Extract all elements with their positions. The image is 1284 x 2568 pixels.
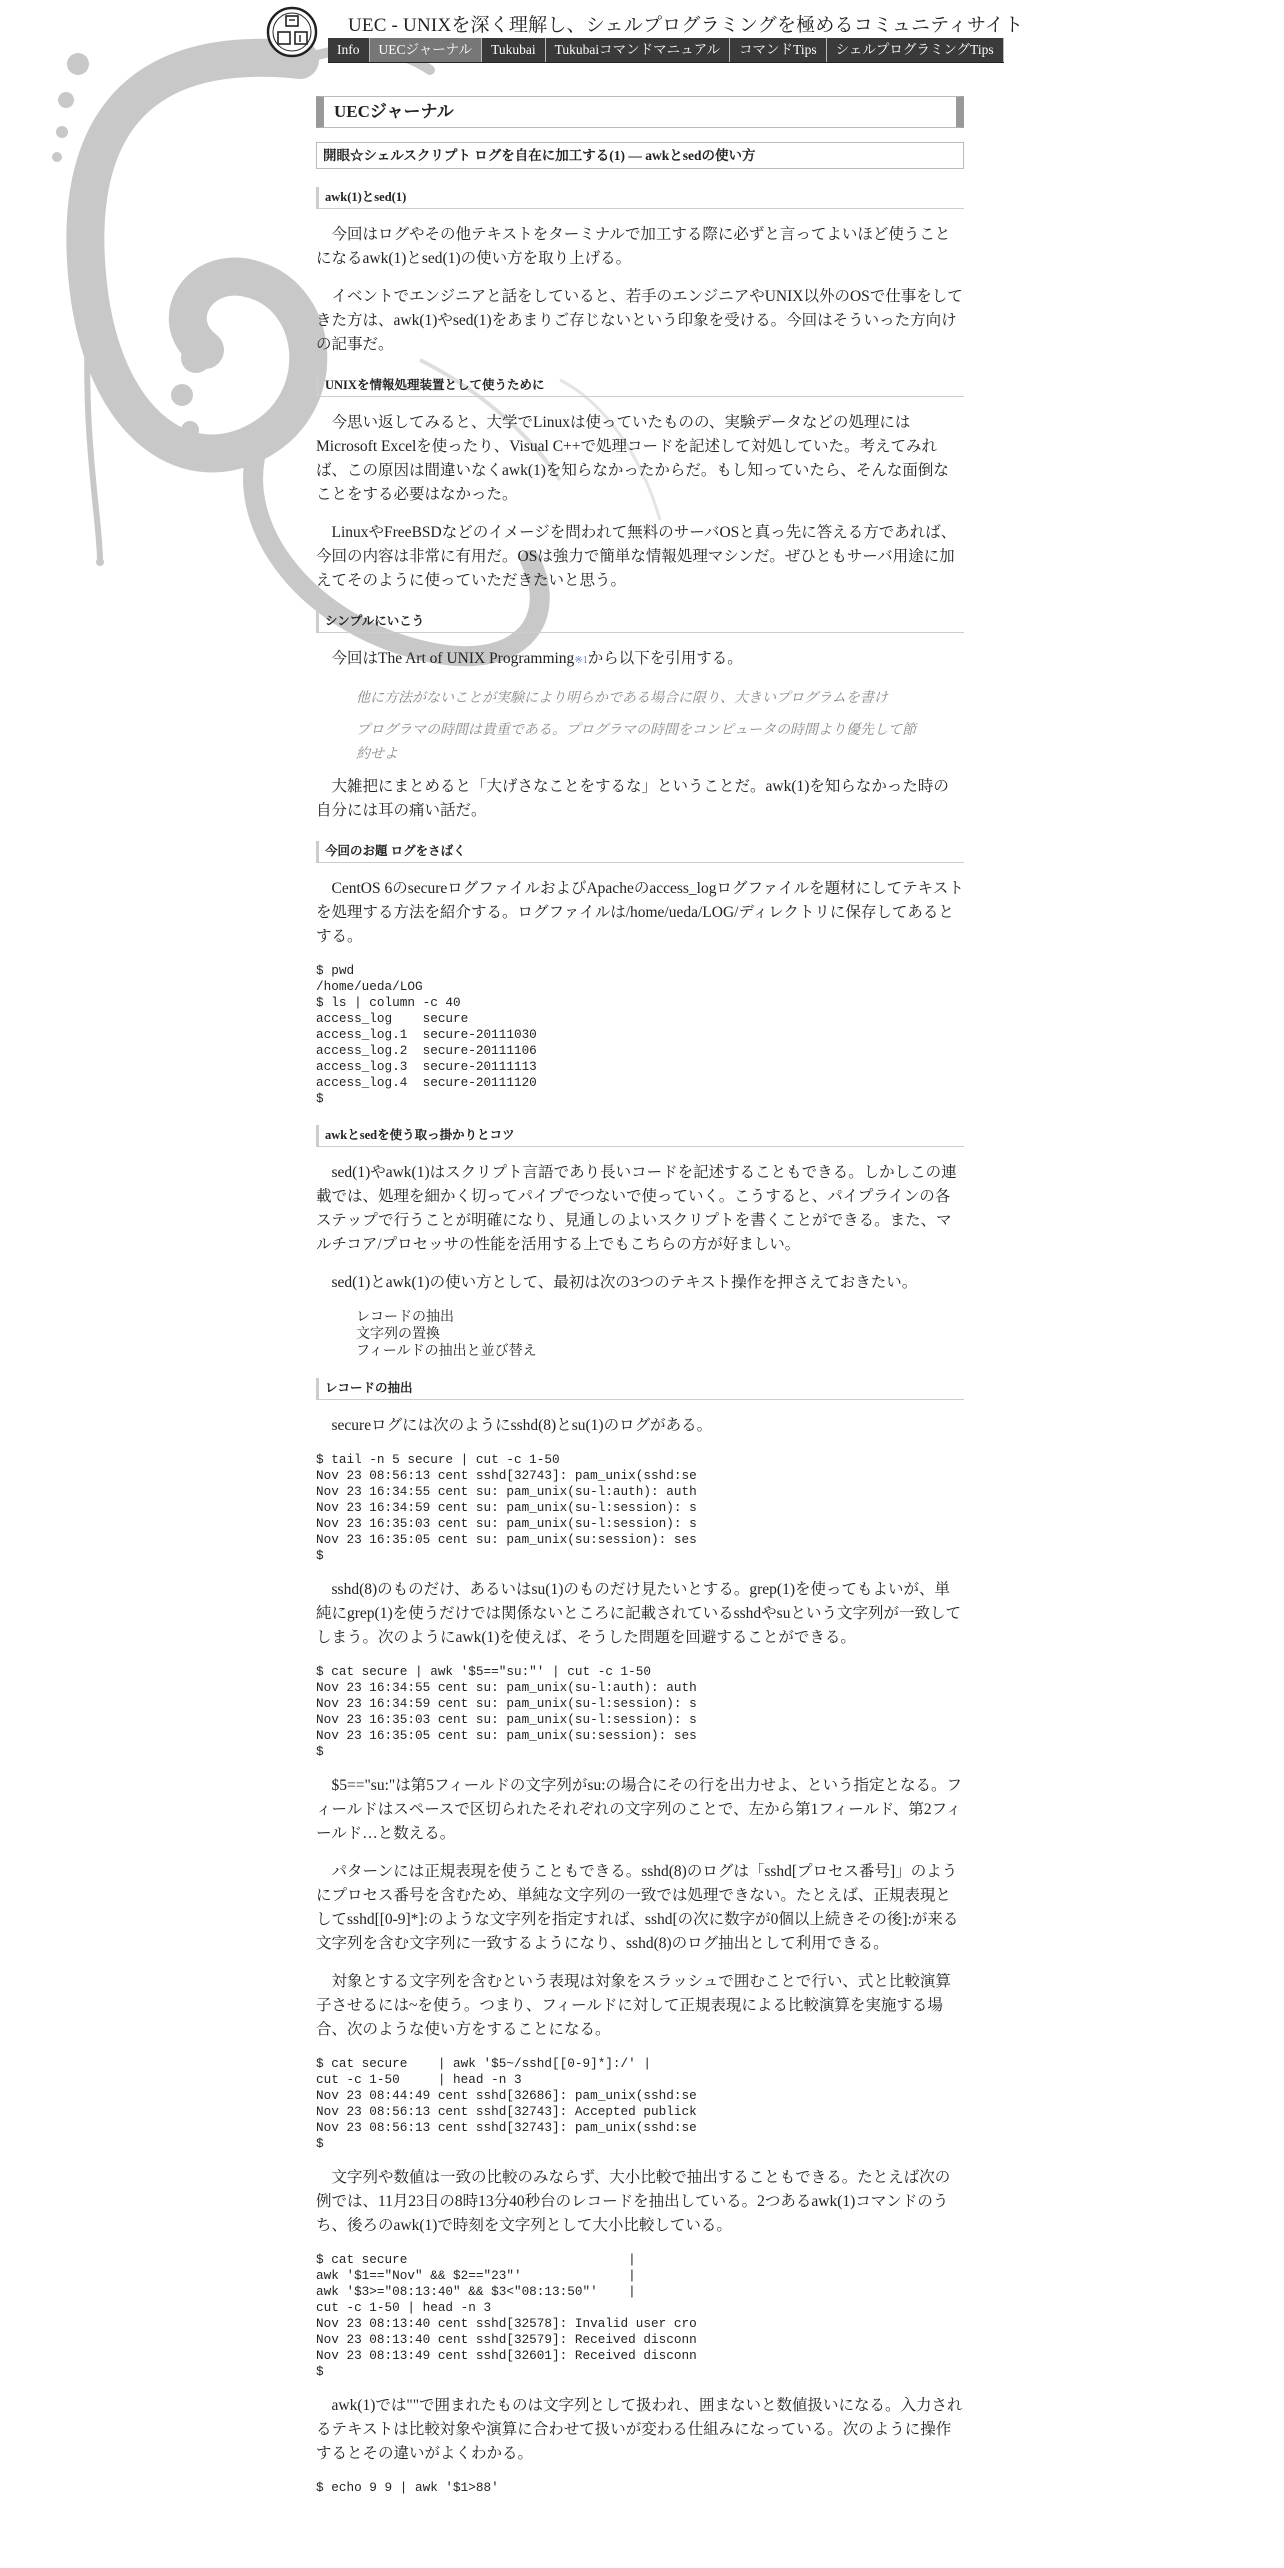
paragraph: awk(1)では""で囲まれたものは文字列として扱われ、囲まないと数値扱いになる。入力されるテキストは比較対象や演算に合わせて扱いが変わる仕組みになっている。次のように操作するとその違いがよくわかる。 (316, 2397, 963, 2462)
paragraph: 大雑把にまとめると「大げさなことをするな」ということだ。awk(1)を知らなかった時の自分には耳の痛い話だ。 (316, 778, 949, 819)
list-item: レコードの抽出 (356, 1310, 454, 1325)
nav-tukubai-command-manual[interactable]: Tukubaiコマンドマニュアル (546, 38, 730, 62)
paragraph: イベントでエンジニアと話をしていると、若手のエンジニアやUNIX以外のOSで仕事をしてきた方は、awk(1)やsed(1)をあまりご存じないという印象を受ける。今回はそういった方向けの記事だ。 (316, 288, 963, 353)
nav-command-tips[interactable]: コマンドTips (730, 38, 827, 62)
code-block: $ echo 9 9 | awk '$1>88' (316, 2480, 499, 2495)
paragraph: 対象とする文字列を含むという表現は対象をスラッシュで囲むことで行い、式と比較演算子させるには~を使う。つまり、フィールドに対して正規表現による比較演算を実施する場合、次のような使い方をすることになる。 (316, 1973, 951, 2038)
heading-awk-sed: awk(1)とsed(1) (316, 187, 964, 209)
operation-list (356, 1309, 964, 1360)
paragraph: CentOS 6のsecureログファイルおよびApacheのaccess_logログファイルを題材にしてテキストを処理する方法を紹介する。ログファイルは/home/ueda/LOG/ディレクトリに保存してあるとする。 (316, 880, 964, 945)
site-header (266, 0, 1032, 58)
code-block: $ cat secure | awk '$5=="su:"' | cut -c 1-50 Nov 23 16:34:55 cent su: pam_unix(su-l:auth): auth Nov 23 16:34:59 cent su: pam_unix(su-l:session): s Nov 23 16:35:03 cent su: pam_unix(su-l:session): s Nov 23 16:35:05 cent su: pam_unix(su:session): ses $ (316, 1664, 697, 1759)
paragraph: sed(1)とawk(1)の使い方として、最初は次の3つのテキスト操作を押さえておきたい。 (331, 1274, 918, 1291)
paragraph: sshd(8)のものだけ、あるいはsu(1)のものだけ見たいとする。grep(1)を使ってもよいが、単純にgrep(1)を使うだけでは関係ないところに記載されているsshdやsuという文字列が一致してしまう。次のようにawk(1)を使えば、そうした問題を回避することができる。 (316, 1581, 961, 1646)
paragraph: sed(1)やawk(1)はスクリプト言語であり長いコードを記述することもできる。しかしこの連載では、処理を細かく切ってパイプでつないで使っていく。こうすると、パイプラインの各ステップで行うことが明確になり、見通しのよいスクリプトを書くことができる。また、マルチコア/プロセッサの性能を活用する上でもこちらの方が好ましい。 (316, 1164, 957, 1253)
blockquote: 他に方法がないことが実験により明らかである場合に限り、大きいプログラムを書け (356, 691, 888, 706)
paragraph: secureログには次のようにsshd(8)とsu(1)のログがある。 (331, 1417, 713, 1434)
heading-todays-topic: 今回のお題 ログをさばく (316, 841, 964, 863)
list-item: フィールドの抽出と並び替え (356, 1344, 537, 1359)
list-item: 文字列の置換 (356, 1327, 440, 1342)
code-block: $ tail -n 5 secure | cut -c 1-50 Nov 23 08:56:13 cent sshd[32743]: pam_unix(sshd:se Nov 23 16:34:55 cent su: pam_unix(su-l:auth): auth Nov 23 16:34:59 cent su: pam_unix(su-l:session): s Nov 23 16:35:03 cent su: pam_unix(su-l:session): s Nov 23 16:35:05 cent su: pam_unix(su:session): ses $ (316, 1452, 697, 1563)
site-title[interactable]: UEC - UNIXを深く理解し、シェルプログラミングを極めるコミュニティサイト (348, 15, 1024, 36)
code-block: $ cat secure | awk '$5~/sshd[[0-9]*]:/' | cut -c 1-50 | head -n 3 Nov 23 08:44:49 cent sshd[32686]: pam_unix(sshd:se Nov 23 08:56:13 cent sshd[32743]: Accepted publick Nov 23 08:56:13 cent sshd[32743]: pam_unix(sshd:se $ (316, 2056, 697, 2151)
nav-uec-journal[interactable]: UECジャーナル (370, 38, 483, 62)
text: 今回はThe Art of UNIX Programming (331, 650, 575, 667)
paragraph: 今思い返してみると、大学でLinuxは使っていたものの、実験データなどの処理にはMicrosoft Excelを使ったり、Visual C++で処理コードを記述して対処していた。考えてみれば、この原因は間違いなくawk(1)を知らなかったからだ。もし知っていたら、そんな面倒なことをする必要はなかった。 (316, 414, 949, 503)
text: から以下を引用する。 (587, 650, 743, 667)
main-nav (328, 38, 1004, 63)
paragraph: パターンには正規表現を使うこともできる。sshd(8)のログは「sshd[プロセス番号]」のようにプロセス番号を含むため、単純な文字列の一致では処理できない。たとえば、正規表現としてsshd[[0-9]*]:のような文字列を指定すれば、sshd[の次に数字が0個以上続きその後]:が来る文字列を含む文字列に一致するようになり、sshd(8)のログ抽出として利用できる。 (316, 1863, 959, 1952)
heading-record-extraction: レコードの抽出 (316, 1378, 964, 1400)
paragraph: $5=="su:"は第5フィールドの文字列がsu:の場合にその行を出力せよ、という指定となる。フィールドはスペースで区切られたそれぞれの文字列のことで、左から第1フィールド、第2フィールド…と数える。 (316, 1777, 963, 1842)
code-block: $ cat secure | awk '$1=="Nov" && $2=="23"' | awk '$3>="08:13:40" && $3<"08:13:50"' | cut -c 1-50 | head -n 3 Nov 23 08:13:40 cent sshd[32578]: Invalid user cro Nov 23 08:13:40 cent sshd[32579]: Received disconn Nov 23 08:13:49 cent sshd[32601]: Received disconn $ (316, 2252, 697, 2379)
paragraph: 今回はログやその他テキストをターミナルで加工する際に必ずと言ってよいほど使うことになるawk(1)とsed(1)の使い方を取り上げる。 (316, 226, 951, 267)
code-block: $ pwd /home/ueda/LOG $ ls | column -c 40 access_log secure access_log.1 secure-20111030 access_log.2 secure-20111106 access_log.3 secure-20111113 access_log.4 secure-20111120 $ (316, 963, 537, 1106)
heading-keep-simple: シンプルにいこう (316, 611, 964, 633)
nav-tukubai[interactable]: Tukubai (482, 38, 546, 62)
article-content (316, 96, 964, 2510)
article-title: 開眼☆シェルスクリプト ログを自在に加工する(1) — awkとsedの使い方 (316, 142, 964, 169)
paragraph: LinuxやFreeBSDなどのイメージを問われて無料のサーバOSと真っ先に答える方であれば、今回の内容は非常に有用だ。OSは強力で簡単な情報処理マシンだ。ぜひともサーバ用途に加えてそのように使っていただきたいと思う。 (316, 524, 957, 589)
nav-shell-programming-tips[interactable]: シェルプログラミングTips (827, 38, 1004, 62)
heading-awk-sed-clue: awkとsedを使う取っ掛かりとコツ (316, 1125, 964, 1147)
paragraph-quote-intro (316, 647, 964, 673)
uec-logo[interactable] (266, 6, 318, 58)
footnote-link[interactable]: ※1 (574, 655, 588, 666)
heading-unix-info-processing: UNIXを情報処理装置として使うために (316, 375, 964, 397)
journal-title: UECジャーナル (316, 96, 964, 128)
blockquote: プログラマの時間は貴重である。プログラマの時間をコンピュータの時間より優先して節約せよ (356, 723, 916, 762)
nav-info[interactable]: Info (328, 38, 370, 62)
paragraph: 文字列や数値は一致の比較のみならず、大小比較で抽出することもできる。たとえば次の例では、11月23日の8時13分40秒台のレコードを抽出している。2つあるawk(1)コマンドのうち、後ろのawk(1)で時刻を文字列として大小比較している。 (316, 2169, 951, 2234)
